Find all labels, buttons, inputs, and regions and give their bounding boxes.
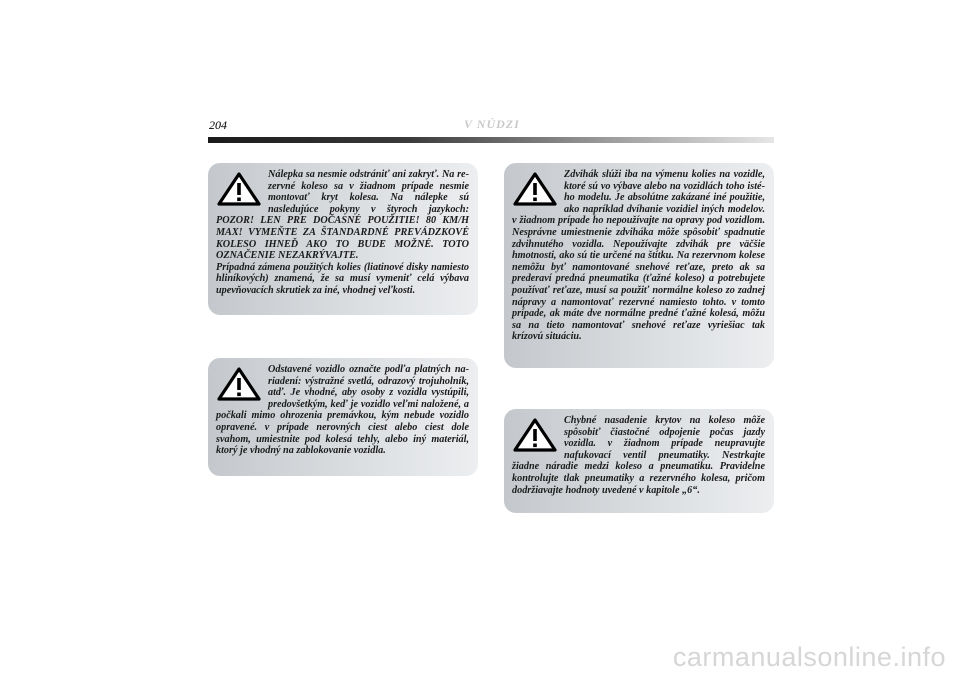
warning-triangle-icon <box>512 417 558 453</box>
warning-box-parked-vehicle <box>208 358 478 476</box>
warning-triangle-icon <box>216 171 262 207</box>
warning-box-wheel-covers <box>504 409 774 513</box>
watermark-text: carmanualsonline.info <box>672 642 946 672</box>
warning-triangle-icon <box>512 171 558 207</box>
warning-text: Chybné nasadenie krytov na koleso môže spôsobiť čiastočné odpojenie počas jazdy vozidla. v žiadnom prípade neupravujte nafukovací ventil pneumatiky. Nestrkajte žiadne náradie medzi koleso a pneumatiku. Pravidelne kontrolujte tlak pneumatiky a rezervného kolesa, pričom dodržiavajte hodnoty uvedené v kapitole „6“. <box>512 415 765 496</box>
section-title: V NÚDZI <box>464 117 520 131</box>
page-number: 204 <box>209 118 227 132</box>
warning-box-jack-usage <box>504 163 774 368</box>
warning-text: Odstavené vozidlo označte podľa platných nariadení: výstražné svetlá, odrazový trojuholník, atď. Je vhodné, aby osoby z vozidla vystúpili, predovšetkým, keď je vozidlo veľmi naložené, a počkali mimo ohrozenia premávkou, kým nebude vozidlo opravené. v prípade nerovných ciest alebo ciest dole svahom, umiestnite pod kolesá tehly, alebo iný materiál, ktorý je vhodný na zablokovanie vozidla. <box>216 364 469 457</box>
warning-text: Nálepka sa nesmie odstrániť ani zakryť. Na rezervné koleso sa v žiadnom prípade nesmie montovať kryt kolesa. Na nálepke sú nasledujúce pokyny v štyroch jazykoch: POZOR! LEN PRE DOČASNÉ POUŽITIE! 80 KM/H MAX! VYMEŇTE ZA ŠTANDARDNÉ PREVÁDZKOVÉ KOLESO IHNEĎ AKO TO BUDE MOŽNÉ. TOTO OZNAČENIE NEZAKRÝVAJTE. <box>216 169 469 262</box>
warning-box-spare-wheel-label <box>208 163 478 315</box>
warning-triangle-icon <box>216 366 262 402</box>
header-rule <box>208 137 774 143</box>
warning-text: Prípadná zámena použitých kolies (liatinové disky namiesto hliníkových) znamená, že sa musí vymeniť celá výbava upevňovacích skrutiek za iné, vhodnej veľkosti. <box>216 261 469 296</box>
warning-text: Zdvihák slúži iba na výmenu kolies na vozidle, ktoré sú vo výbave alebo na vozidlách toho istého modelu. Je absolútne zakázané iné použitie, ako napríklad dvíhanie vozidiel iných modelov. v žiadnom prípade ho nepoužívajte na opravy pod vozidlom. Nesprávne umiestnenie zdviháka môže spôsobiť spadnutie zdvihnutého vozidla. Nepoužívajte zdvihák pre väčšie hmotnosti, ako sú tie určené na štítku. Na rezervnom kolese nemôžu byť namontované snehové reťaze, preto ak sa prederaví predná pneumatika (ťažné koleso) a potrebujete používať reťaze, musí sa použiť normálne koleso zo zadnej nápravy a namontovať rezervné namiesto tohto. v tomto prípade, ak máte dve normálne predné ťažné kolesá, môžu sa na tieto namontovať snehové reťaze vyriešiac tak krízovú situáciu. <box>512 169 765 343</box>
